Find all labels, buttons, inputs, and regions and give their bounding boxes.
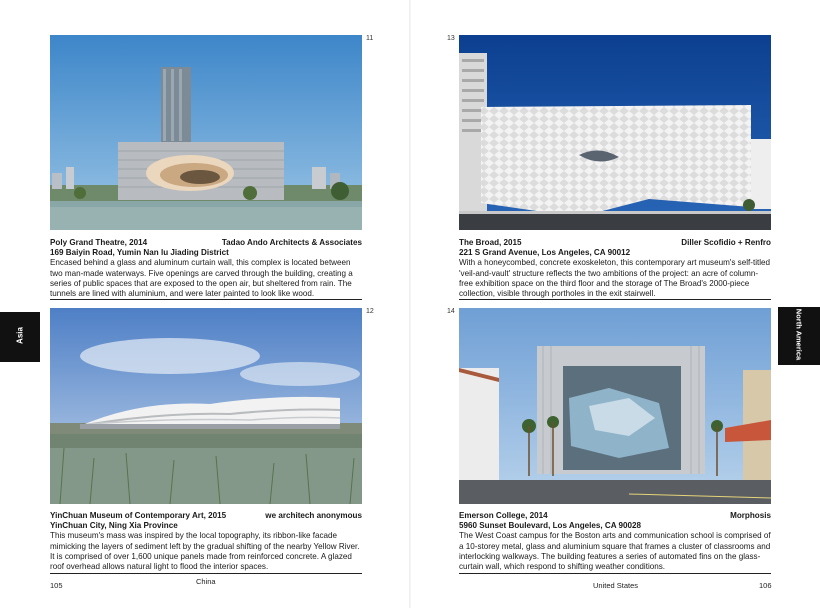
tab-label: North America [794, 308, 804, 361]
entry-caption [50, 238, 362, 299]
entry-number: 11 [366, 35, 374, 42]
entry-yinchuan-museum [50, 308, 374, 576]
entry-description: The West Coast campus for the Boston arts and communication school is comprised of a 10-storey metal, glass and aluminium square that frames a cluster of classrooms and interlocking walkways. The building features a series of automated fins on the glass-curtain wall, which respond to shifting weather conditions. [459, 531, 771, 572]
entry-caption [459, 511, 771, 572]
entry-divider [50, 299, 362, 300]
section-label-left: China [196, 577, 216, 586]
photo-the-broad [459, 35, 771, 230]
entry-emerson-college [447, 308, 771, 576]
entry-address: YinChuan City, Ning Xia Province [50, 521, 178, 531]
section-tab-asia [0, 312, 40, 362]
page-number-left: 105 [50, 581, 63, 590]
entry-title: YinChuan Museum of Contemporary Art, 2015 [50, 511, 227, 520]
entry-address: 5960 Sunset Boulevard, Los Angeles, CA 90028 [459, 521, 642, 531]
entry-poly-grand-theatre [50, 35, 374, 300]
section-label-right: United States [593, 581, 639, 590]
entry-number: 13 [447, 35, 455, 42]
entry-divider [459, 573, 771, 574]
entry-architect: Morphosis [730, 511, 771, 520]
entry-architect: we architech anonymous [265, 511, 362, 520]
entry-divider [50, 573, 362, 574]
photo-emerson-college [459, 308, 771, 504]
entry-architect: Diller Scofidio + Renfro [681, 238, 771, 247]
entry-description: With a honeycombed, concrete exoskeleton, this contemporary art museum's self-titled 'veil-and-vault' structure reflects the two ambitions of the project: an acre of column-free exhibition space on the third floor and the storage of The Broad's 2000-piece collection, visible through portholes in the exit stairwell. [459, 258, 771, 299]
photo-yinchuan-museum [50, 308, 362, 504]
entry-title: The Broad, 2015 [459, 238, 522, 247]
entry-number: 12 [366, 308, 374, 315]
entry-description: Encased behind a glass and aluminum curtain wall, this complex is located between two man-made waterways. Five openings are carved through the building, creating a series of public spaces that are exposed to the open air, but sheltered from rain. The tunnels are lined with aluminium, and were later painted to look like wood. [50, 258, 353, 299]
section-tab-north-america [778, 307, 820, 365]
book-gutter [409, 0, 411, 608]
entry-address: 221 S Grand Avenue, Los Angeles, CA 90012 [459, 248, 631, 258]
photo-poly-grand-theatre [50, 35, 362, 230]
entry-address: 169 Baiyin Road, Yumin Nan lu Jiading District [50, 248, 229, 258]
entry-the-broad [447, 35, 771, 300]
tab-label: Asia [15, 327, 25, 344]
entry-caption [459, 238, 771, 299]
page-number-right: 106 [759, 581, 772, 590]
entry-number: 14 [447, 308, 455, 315]
entry-caption [50, 511, 362, 572]
entry-title: Poly Grand Theatre, 2014 [50, 238, 148, 247]
entry-title: Emerson College, 2014 [459, 511, 548, 520]
entry-description: This museum's mass was inspired by the local topography, its ribbon-like facade mimicking the layers of sediment left by the gradual shifting of the nearby Yellow River. It is comprised of over 1,600 unique panels made from reinforced concrete. A glazed roof overhead allows natural light to flood the interior spaces. [50, 531, 360, 572]
entry-architect: Tadao Ando Architects & Associates [221, 238, 362, 247]
entry-divider [459, 299, 771, 300]
